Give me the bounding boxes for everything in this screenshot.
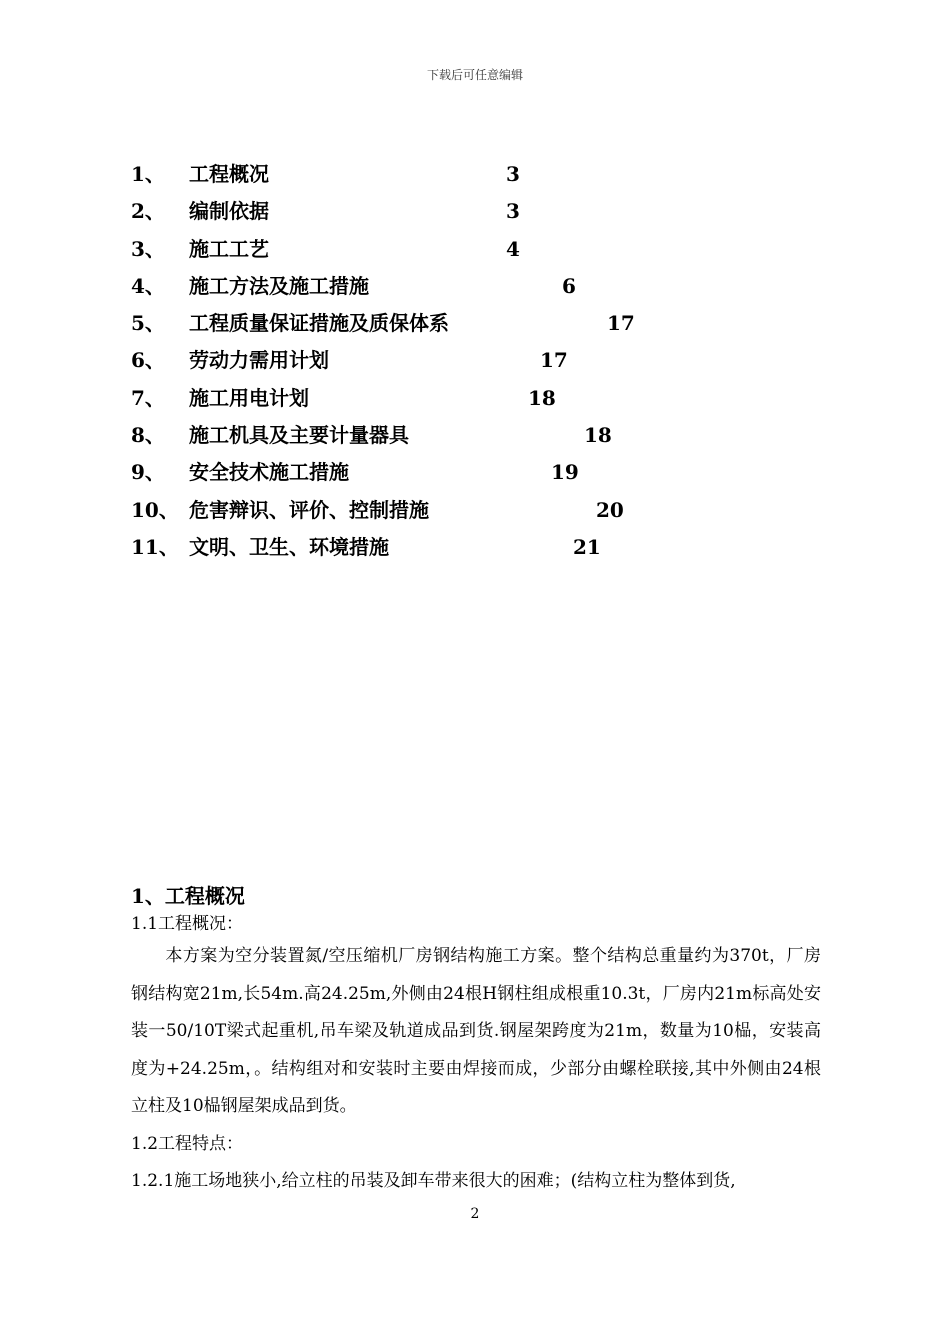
list-item: 1.2.1施工场地狭小,给立柱的吊装及卸车带来很大的困难；(结构立柱为整体到货,: [131, 1171, 736, 1191]
toc-title: 施工机具及主要计量器具: [189, 423, 409, 448]
page-number: 2: [470, 1206, 480, 1222]
toc-page: 18: [584, 423, 612, 448]
toc-title: 工程质量保证措施及质保体系: [189, 311, 449, 336]
toc-page: 19: [551, 460, 579, 485]
section-heading: 1、工程概况: [131, 884, 245, 908]
toc-number: 4、: [131, 273, 165, 298]
toc-entry: [131, 272, 731, 309]
toc-entry: [131, 346, 731, 383]
toc-number: 3、: [131, 236, 165, 261]
toc-title: 施工用电计划: [189, 385, 309, 410]
paragraph-text: 本方案为空分装置氮/空压缩机厂房钢结构施工方案。整个结构总重量约为370t，厂房钢结构宽21m,长54m.高24.25m,外侧由24根H钢柱组成根重10.3t，厂房内21m标高处安装一50/10T梁式起重机,吊车梁及轨道成品到货.钢屋架跨度为21m，数量为10榀，安装高度为+24.25m，。结构组对和安装时主要由焊接而成，少部分由螺栓联接,其中外侧由24根立柱及10榀钢屋架成品到货。: [131, 946, 821, 1116]
toc-page: 4: [506, 236, 520, 261]
toc-entry: [131, 160, 731, 197]
toc-entry: [131, 496, 731, 533]
toc-number: 7、: [131, 385, 165, 410]
subsection-heading: 1.1工程概况：: [131, 914, 244, 934]
toc-page: 18: [528, 385, 556, 410]
toc-number: 2、: [131, 199, 165, 224]
toc-number: 8、: [131, 423, 165, 448]
subsection-heading: 1.2工程特点：: [131, 1134, 244, 1154]
toc-title: 施工方法及施工措施: [189, 273, 369, 298]
toc-title: 安全技术施工措施: [189, 460, 349, 485]
toc-page: 17: [607, 311, 635, 336]
toc-entry: [131, 235, 731, 272]
toc-page: 17: [540, 348, 568, 373]
toc-entry: [131, 309, 731, 346]
toc-page: 6: [562, 273, 576, 298]
toc-entry: [131, 197, 731, 234]
toc-entry: [131, 458, 731, 495]
toc-title: 编制依据: [189, 199, 269, 224]
toc-page: 3: [506, 199, 520, 224]
toc-title: 工程概况: [189, 162, 269, 186]
header-note: 下载后可任意编辑: [426, 68, 523, 82]
toc-page: 21: [573, 534, 601, 559]
toc-entry: [131, 421, 731, 458]
toc-number: 9、: [131, 460, 165, 485]
body-paragraph: [131, 938, 821, 1126]
toc-entry: [131, 384, 731, 421]
toc-number: 1、: [131, 162, 165, 186]
toc-title: 文明、卫生、环境措施: [189, 534, 389, 559]
toc-number: 5、: [131, 311, 165, 336]
toc-title: 劳动力需用计划: [189, 348, 329, 373]
toc-page: 3: [506, 162, 520, 186]
toc-number: 6、: [131, 348, 165, 373]
toc-entry: [131, 533, 731, 570]
toc-title: 施工工艺: [189, 236, 269, 261]
toc-number: 11、: [131, 534, 179, 559]
toc-page: 20: [596, 497, 624, 522]
table-of-contents: [131, 160, 731, 570]
toc-title: 危害辩识、评价、控制措施: [189, 497, 429, 522]
toc-number: 10、: [131, 497, 179, 522]
